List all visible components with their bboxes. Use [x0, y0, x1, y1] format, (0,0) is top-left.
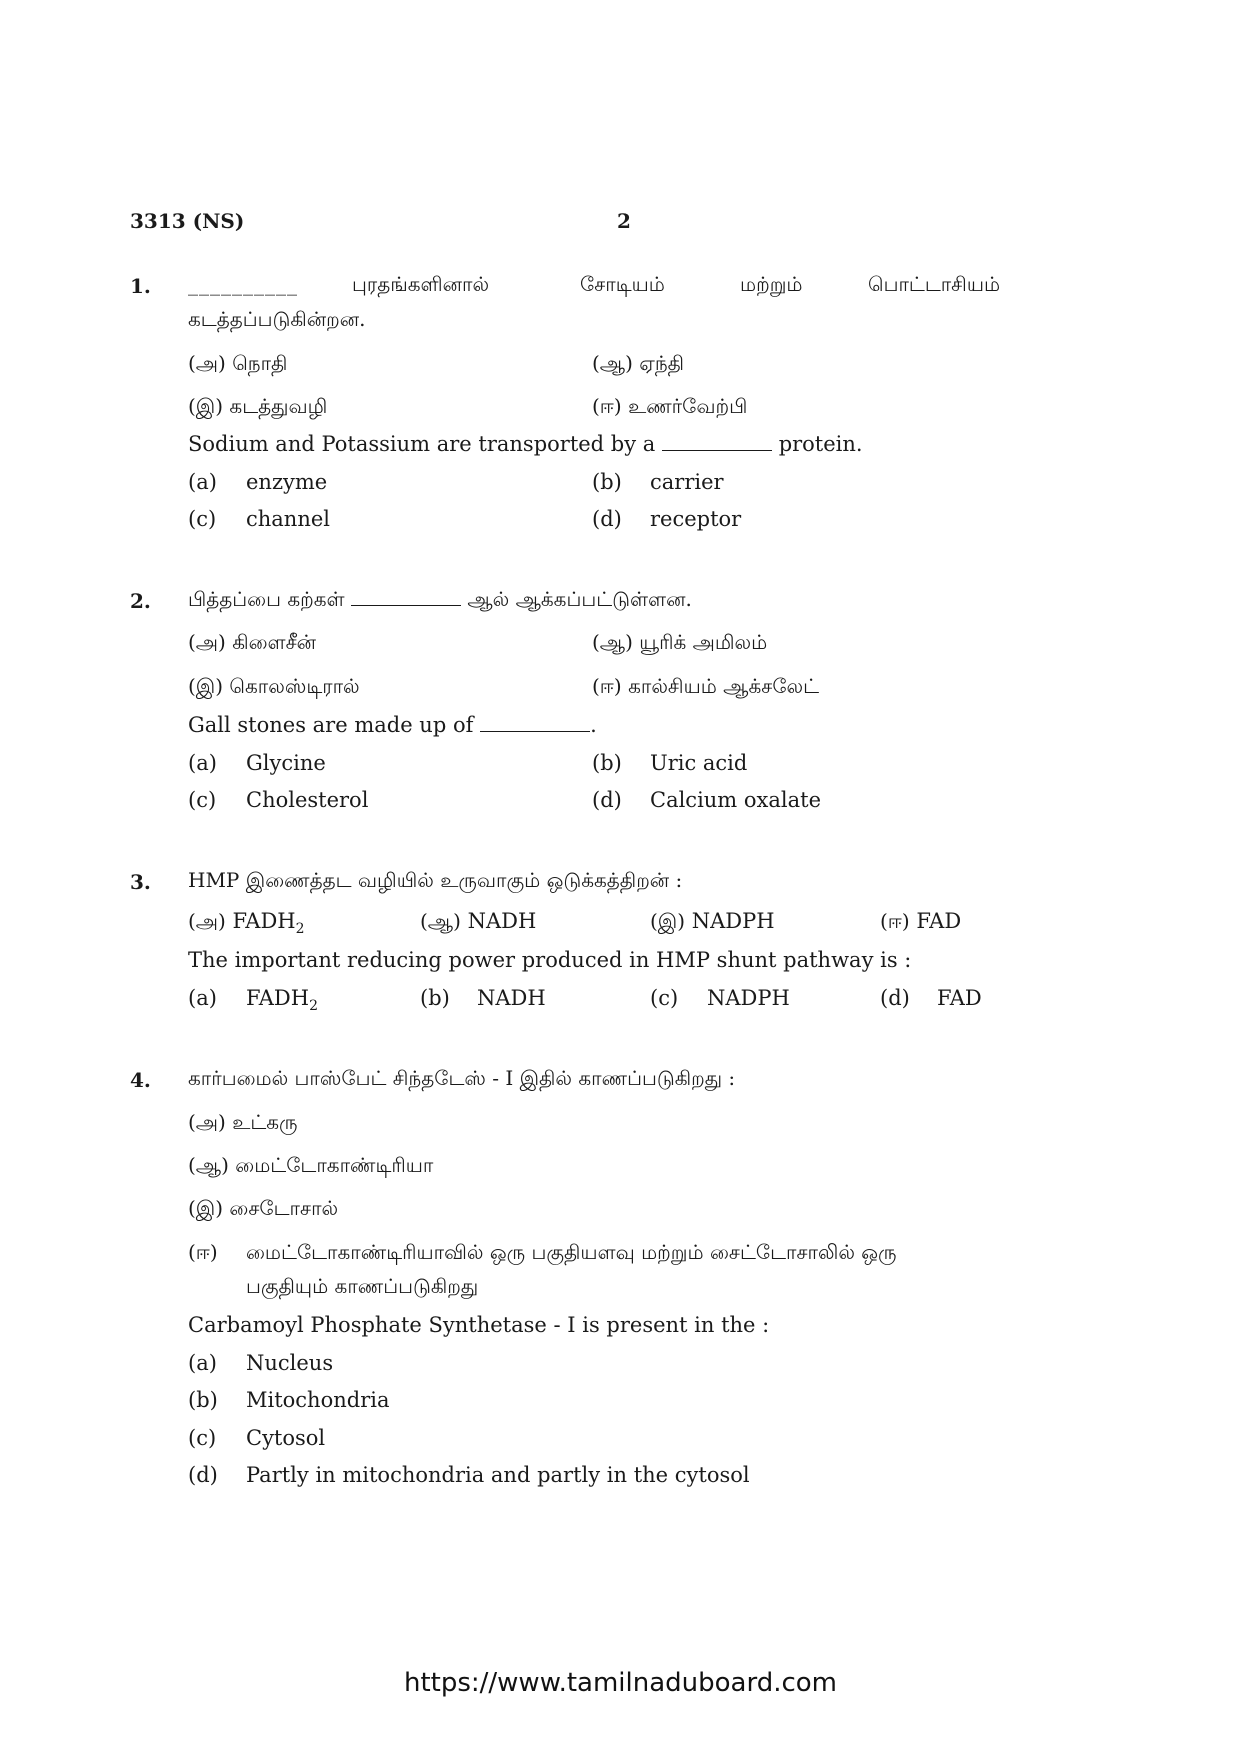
tamil-option	[188, 394, 327, 421]
tamil-stem-word: மற்றும்	[740, 272, 803, 296]
option-label: (இ)	[188, 1196, 224, 1220]
option-text: receptor	[650, 507, 742, 531]
footer-url[interactable]: https://www.tamilnaduboard.com	[403, 1668, 838, 1698]
option-label: (ஆ)	[592, 351, 633, 375]
option-label: (ஈ)	[880, 909, 910, 933]
option-text: Cholesterol	[246, 788, 369, 812]
option-label: (இ)	[188, 394, 224, 418]
option-label: (c)	[650, 986, 679, 1010]
tamil-option	[650, 909, 775, 936]
option-label: (அ)	[188, 630, 226, 654]
option-label: (a)	[188, 986, 217, 1010]
option-label: (b)	[592, 470, 622, 494]
stem-text: ஆல் ஆக்கப்பட்டுள்ளன.	[467, 587, 692, 611]
page-number: 2	[617, 209, 631, 233]
question-number: 2.	[130, 589, 151, 613]
option-label: (a)	[188, 1351, 217, 1375]
option-text: மைட்டோகாண்டிரியா	[235, 1153, 434, 1177]
option-text: கால்சியம் ஆக்சலேட்	[628, 674, 820, 698]
tamil-option	[188, 674, 360, 701]
question-number: 4.	[130, 1068, 151, 1092]
tamil-option	[188, 630, 316, 657]
option-text: NADPH	[691, 909, 775, 933]
option-label: (ஆ)	[188, 1153, 229, 1177]
stem-text: Gall stones are made up of	[188, 713, 474, 737]
option-label: (ஈ)	[592, 674, 622, 698]
tamil-stem-word: புரதங்களினால்	[352, 272, 490, 296]
tamil-option	[188, 1110, 298, 1137]
tamil-stem: கார்பமைல் பாஸ்பேட் சிந்தடேஸ் - I இதில் காணப்படுகிறது :	[188, 1066, 736, 1090]
option-text: Partly in mitochondria and partly in the cytosol	[246, 1463, 750, 1487]
option-text: Calcium oxalate	[650, 788, 822, 812]
option-label: (c)	[188, 507, 217, 531]
stem-text: .	[590, 713, 597, 737]
option-label: (a)	[188, 470, 217, 494]
tamil-stem-word: பொட்டாசியம்	[868, 272, 1001, 296]
option-label: (அ)	[188, 351, 226, 375]
tamil-option	[592, 351, 684, 378]
option-label: (b)	[420, 986, 450, 1010]
option-text: கிளைசீன்	[232, 630, 317, 654]
tamil-stem-word: சோடியம்	[580, 272, 665, 296]
english-stem	[188, 432, 863, 456]
option-text: Nucleus	[246, 1351, 334, 1375]
subscript: 2	[309, 998, 318, 1015]
option-text: NADH	[477, 986, 546, 1010]
option-text: Cytosol	[246, 1426, 326, 1450]
question-number: 3.	[130, 870, 151, 894]
option-label: (b)	[188, 1388, 218, 1412]
tamil-option	[188, 1153, 433, 1180]
stem-text: protein.	[778, 432, 863, 456]
option-label: (c)	[188, 1426, 217, 1450]
tamil-option-text-line2: பகுதியும் காணப்படுகிறது	[246, 1274, 479, 1298]
option-text: carrier	[650, 470, 724, 494]
option-text	[246, 986, 318, 1014]
option-label: (d)	[592, 788, 622, 812]
option-text: கடத்துவழி	[229, 394, 328, 418]
option-label: (ஆ)	[420, 909, 461, 933]
question-number: 1.	[130, 274, 151, 298]
tamil-blank: __________	[188, 272, 298, 296]
option-text: சைடோசால்	[229, 1196, 339, 1220]
option-text: Mitochondria	[246, 1388, 390, 1412]
option-label: (d)	[880, 986, 910, 1010]
option-text: கொலஸ்டிரால்	[229, 674, 360, 698]
option-label: (அ)	[188, 1110, 226, 1134]
tamil-stem: HMP இணைத்தட வழியில் உருவாகும் ஒடுக்கத்திறன் :	[188, 868, 683, 892]
paper-code: 3313 (NS)	[130, 209, 245, 233]
answer-blank	[662, 449, 772, 451]
option-text: Glycine	[246, 751, 326, 775]
english-stem: The important reducing power produced in HMP shunt pathway is :	[188, 948, 912, 972]
option-text: Uric acid	[650, 751, 748, 775]
option-text: உட்கரு	[232, 1110, 298, 1134]
tamil-option	[592, 630, 767, 657]
option-label: (அ)	[188, 909, 226, 933]
option-text: ஏந்தி	[639, 351, 685, 375]
option-label: (இ)	[188, 674, 224, 698]
option-label: (c)	[188, 788, 217, 812]
option-label: (d)	[592, 507, 622, 531]
option-text: FADH	[232, 909, 296, 933]
option-text: யூரிக் அமிலம்	[639, 630, 768, 654]
option-text: உணர்வேற்பி	[628, 394, 748, 418]
answer-blank	[480, 730, 590, 732]
tamil-option	[188, 351, 287, 378]
tamil-option	[592, 394, 747, 421]
option-text: FAD	[916, 909, 962, 933]
tamil-option	[188, 909, 305, 937]
option-text: NADH	[467, 909, 537, 933]
option-label: (ஆ)	[592, 630, 633, 654]
option-text: நொதி	[232, 351, 288, 375]
option-text: enzyme	[246, 470, 328, 494]
english-stem: Carbamoyl Phosphate Synthetase - I is present in the :	[188, 1313, 770, 1337]
tamil-option	[420, 909, 536, 936]
option-label: (ஈ)	[592, 394, 622, 418]
tamil-stem-line2: கடத்தப்படுகின்றன.	[188, 307, 366, 331]
subscript: 2	[295, 921, 305, 938]
option-text-main: FADH	[246, 986, 310, 1010]
option-text: channel	[246, 507, 330, 531]
option-label: (d)	[188, 1463, 218, 1487]
english-stem	[188, 713, 597, 737]
tamil-option	[188, 1196, 338, 1223]
tamil-option	[592, 674, 819, 701]
option-text: NADPH	[707, 986, 790, 1010]
option-label: (a)	[188, 751, 217, 775]
option-label: (b)	[592, 751, 622, 775]
tamil-stem	[188, 587, 692, 614]
answer-blank	[351, 604, 461, 606]
stem-text: Sodium and Potassium are transported by a	[188, 432, 656, 456]
tamil-option-text: மைட்டோகாண்டிரியாவில் ஒரு பகுதியளவு மற்றும் சைட்டோசாலில் ஒரு	[246, 1240, 897, 1264]
tamil-option-label: (ஈ)	[188, 1240, 218, 1264]
option-label: (இ)	[650, 909, 686, 933]
option-text: FAD	[937, 986, 982, 1010]
stem-text: பித்தப்பை கற்கள்	[188, 587, 345, 611]
tamil-option	[880, 909, 961, 936]
